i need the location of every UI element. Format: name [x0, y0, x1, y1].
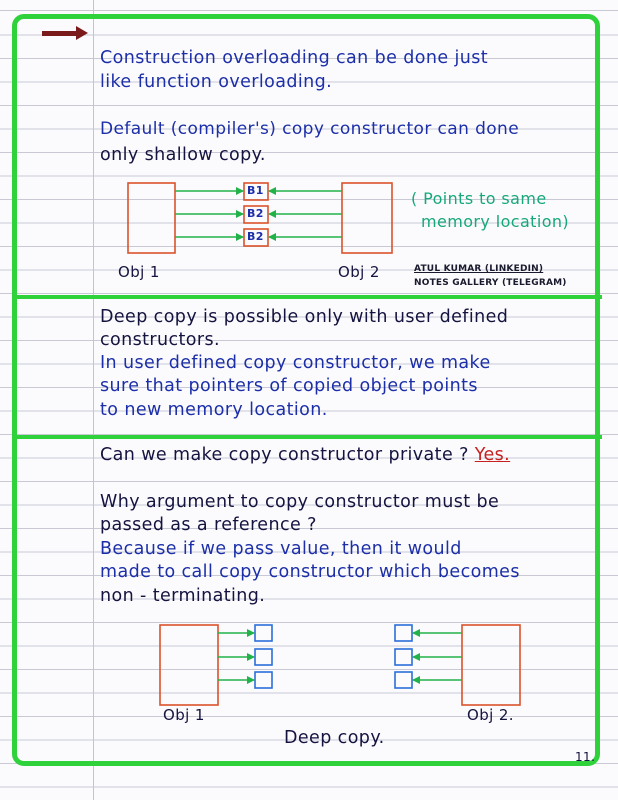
reference-line-2: passed as a reference ? — [100, 515, 317, 535]
deep-right-pointer-2 — [395, 649, 412, 665]
obj1-box — [128, 183, 175, 253]
deep-obj1-box — [160, 625, 218, 705]
default-copy-line-1: Default (compiler's) copy constructor can done — [100, 119, 520, 139]
deep-copy-line-2: constructors. — [100, 330, 220, 350]
note-line-2: memory location) — [421, 212, 570, 231]
right-arrow-icon — [42, 26, 88, 40]
private-answer: Yes. — [474, 445, 511, 465]
deep-copy-line-5: to new memory location. — [100, 400, 328, 420]
obj2-label: Obj 2 — [338, 263, 380, 281]
deep-obj1-label: Obj 1 — [163, 706, 205, 724]
page-number: 11. — [575, 750, 596, 764]
pointer-label-b1: B1 — [247, 184, 264, 197]
deep-right-pointer-1 — [395, 625, 412, 641]
deep-copy-diagram — [160, 625, 520, 705]
reference-line-5: non - terminating. — [100, 586, 266, 606]
default-copy-line-2: only shallow copy. — [100, 145, 266, 165]
credit-line-2: NOTES GALLERY (TELEGRAM) — [414, 278, 567, 288]
deep-obj2-box — [462, 625, 520, 705]
pointer-label-b2: B2 — [247, 207, 264, 220]
reference-line-3: Because if we pass value, then it would — [100, 539, 462, 559]
deep-copy-line-3: In user defined copy constructor, we make — [100, 353, 491, 373]
private-question — [100, 443, 510, 467]
credit-line-1: ATUL KUMAR (LINKEDIN) — [414, 264, 544, 274]
deep-obj2-label: Obj 2. — [467, 706, 514, 724]
deep-copy-caption: Deep copy. — [284, 728, 385, 748]
note-line-1: ( Points to same — [411, 189, 547, 208]
deep-copy-line-1: Deep copy is possible only with user defined — [100, 307, 509, 327]
deep-left-pointer-2 — [255, 649, 272, 665]
intro-line-2: like function overloading. — [100, 72, 333, 92]
pointer-label-b3: B2 — [247, 230, 264, 243]
deep-right-pointer-3 — [395, 672, 412, 688]
obj2-box — [342, 183, 392, 253]
deep-copy-line-4: sure that pointers of copied object points — [100, 376, 478, 396]
reference-line-1: Why argument to copy constructor must be — [100, 492, 500, 512]
reference-line-4: made to call copy constructor which becomes — [100, 562, 520, 582]
deep-left-pointer-1 — [255, 625, 272, 641]
deep-left-pointer-3 — [255, 672, 272, 688]
private-question-text: Can we make copy constructor private ? — [100, 445, 469, 465]
intro-line-1: Construction overloading can be done just — [100, 48, 489, 68]
obj1-label: Obj 1 — [118, 263, 160, 281]
